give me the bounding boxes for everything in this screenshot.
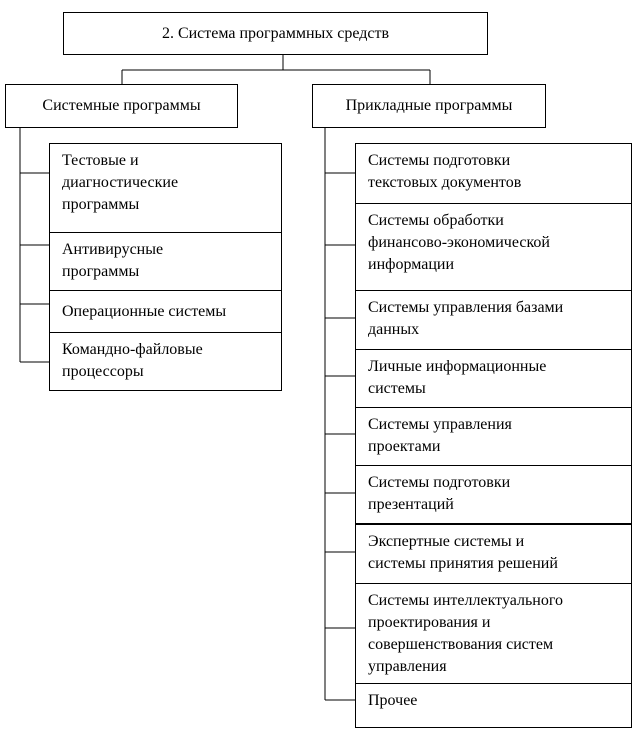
list-item-presentations: Системы подготовки презентаций xyxy=(356,465,631,523)
root-label: 2. Система программных средств xyxy=(161,24,390,42)
list-item-personal-info-systems: Личные информационные системы xyxy=(356,349,631,407)
branch-applied-programs xyxy=(312,84,546,128)
list-item-project-management: Системы управления проектами xyxy=(356,407,631,465)
system-programs-list xyxy=(49,143,282,391)
list-item-intelligent-design: Системы интеллектуального проектирования и совершенствования систем управления xyxy=(356,583,631,683)
list-item-text-documents: Системы подготовки текстовых документов xyxy=(368,152,522,191)
list-item-financial-info: Системы обработки финансово-экономической информации xyxy=(356,203,631,290)
list-item-other: Прочее xyxy=(356,683,631,727)
branch-system-programs xyxy=(5,84,238,128)
list-item-database-management: Системы управления базами данных xyxy=(356,290,631,349)
list-item-test-diagnostic: Тестовые и диагностические программы xyxy=(62,152,179,213)
branch-system-label: Системные программы xyxy=(42,97,201,114)
list-item-antivirus: Антивирусные программы xyxy=(50,232,281,290)
branch-applied-label: Прикладные программы xyxy=(345,97,513,114)
applied-programs-list xyxy=(355,143,632,728)
list-item-operating-systems: Операционные системы xyxy=(50,290,281,332)
list-item-command-processors: Командно-файловые процессоры xyxy=(50,332,281,390)
root-node xyxy=(63,12,488,55)
list-item-expert-systems: Экспертные системы и системы принятия решений xyxy=(356,523,631,583)
